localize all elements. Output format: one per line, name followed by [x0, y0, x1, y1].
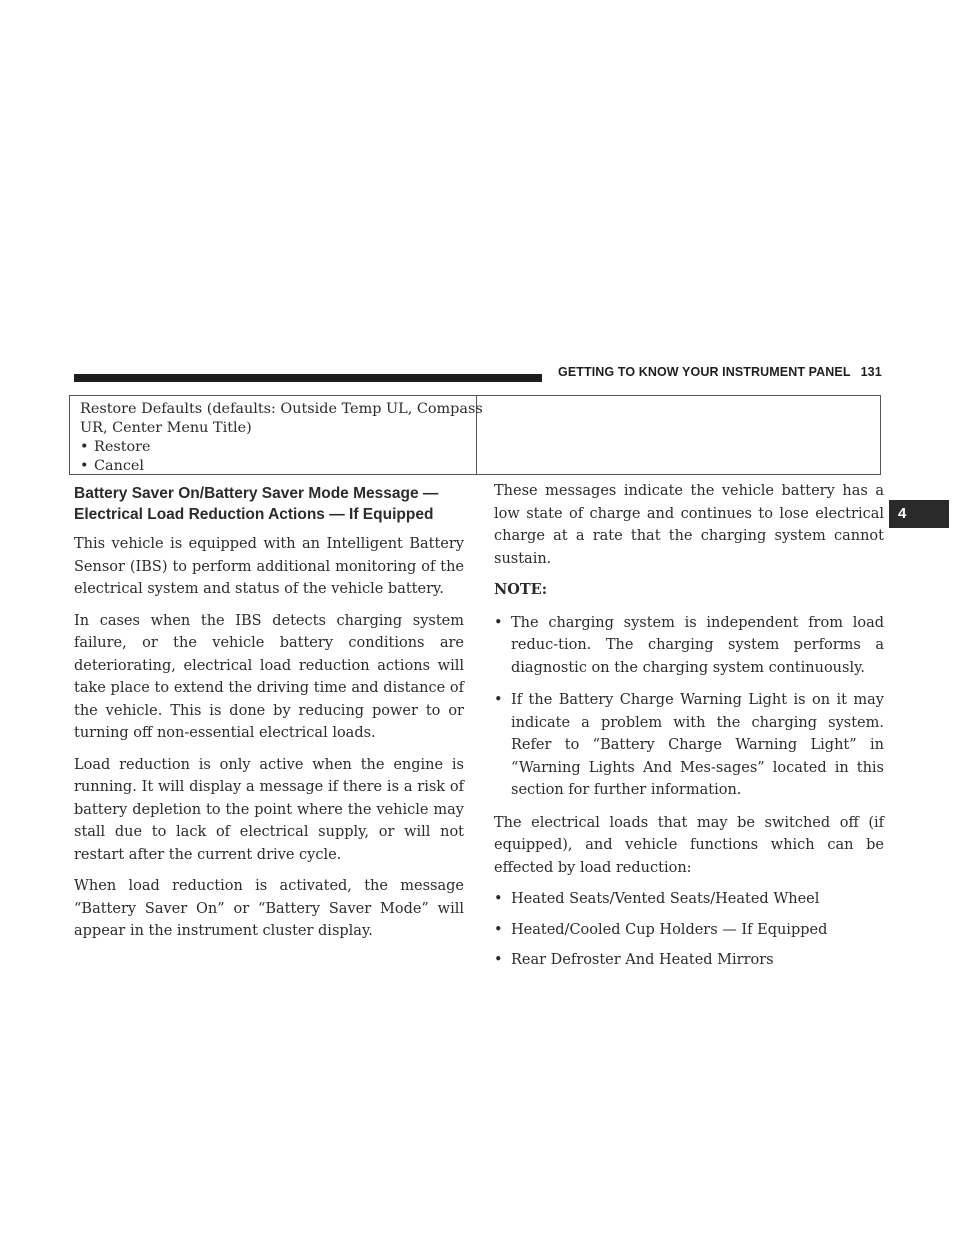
paragraph: Load reduction is only active when the engine is running. It will display a message if there is a risk of battery depletion to the point where the vehicle may stall due to lack of electrical supply, or will not restart after the current drive cycle. — [74, 756, 464, 863]
section-heading: Battery Saver On/Battery Saver Mode Message — Electrical Load Reduction Actions — If Equipped — [74, 485, 439, 523]
load-item: • Heated/Cooled Cup Holders — If Equipped — [494, 919, 884, 942]
left-column — [74, 480, 464, 952]
restore-defaults-text-line1: Restore Defaults (defaults: Outside Temp UL, Compass — [80, 401, 483, 417]
bullet-icon: • — [80, 458, 89, 474]
restore-option: • Restore — [80, 439, 151, 455]
empty-cell — [477, 396, 880, 474]
bullet-icon: • — [494, 891, 503, 907]
restore-defaults-text-line2: UR, Center Menu Title) — [80, 420, 252, 436]
note-bullet: • If the Battery Charge Warning Light is on it may indicate a problem with the charging system. Refer to “Battery Charge Warning Light” in “Warning Lights And Mes-sages” located in this section for further information. — [494, 689, 884, 802]
note-label: NOTE: — [494, 581, 548, 598]
chapter-tab: 4 — [889, 500, 949, 528]
running-header — [558, 365, 882, 379]
header-title: GETTING TO KNOW YOUR INSTRUMENT PANEL — [558, 365, 851, 379]
restore-defaults-table — [69, 395, 881, 475]
bullet-icon: • — [494, 614, 503, 631]
bullet-icon: • — [494, 921, 503, 938]
header-rule — [74, 374, 542, 382]
cancel-option: • Cancel — [80, 458, 145, 474]
paragraph: The electrical loads that may be switched off (if equipped), and vehicle functions which can be effected by load reduction: — [494, 814, 884, 876]
bullet-icon: • — [494, 692, 503, 708]
paragraph: These messages indicate the vehicle battery has a low state of charge and continues to lose electrical charge at a rate that the charging system cannot sustain. — [494, 483, 884, 567]
bullet-icon: • — [80, 439, 89, 455]
bullet-icon: • — [494, 952, 503, 968]
load-item: • Heated Seats/Vented Seats/Heated Wheel — [494, 888, 884, 911]
paragraph: This vehicle is equipped with an Intelligent Battery Sensor (IBS) to perform additional monitoring of the electrical system and status of the vehicle battery. — [74, 536, 464, 597]
note-bullet: • The charging system is independent from load reduc-tion. The charging system performs a diagnostic on the charging system continuously. — [494, 612, 884, 680]
right-column — [494, 480, 884, 980]
paragraph: In cases when the IBS detects charging system failure, or the vehicle battery conditions are deteriorating, electrical load reduction actions will take place to extend the driving time and distance of the vehicle. This is done by reducing power to or turning off non-essential electrical loads. — [74, 612, 464, 741]
page-number: 131 — [860, 365, 882, 379]
load-item: • Rear Defroster And Heated Mirrors — [494, 949, 884, 972]
paragraph: When load reduction is activated, the message “Battery Saver On” or “Battery Saver Mode” will appear in the instrument cluster display. — [74, 878, 464, 939]
restore-defaults-cell — [70, 396, 483, 474]
